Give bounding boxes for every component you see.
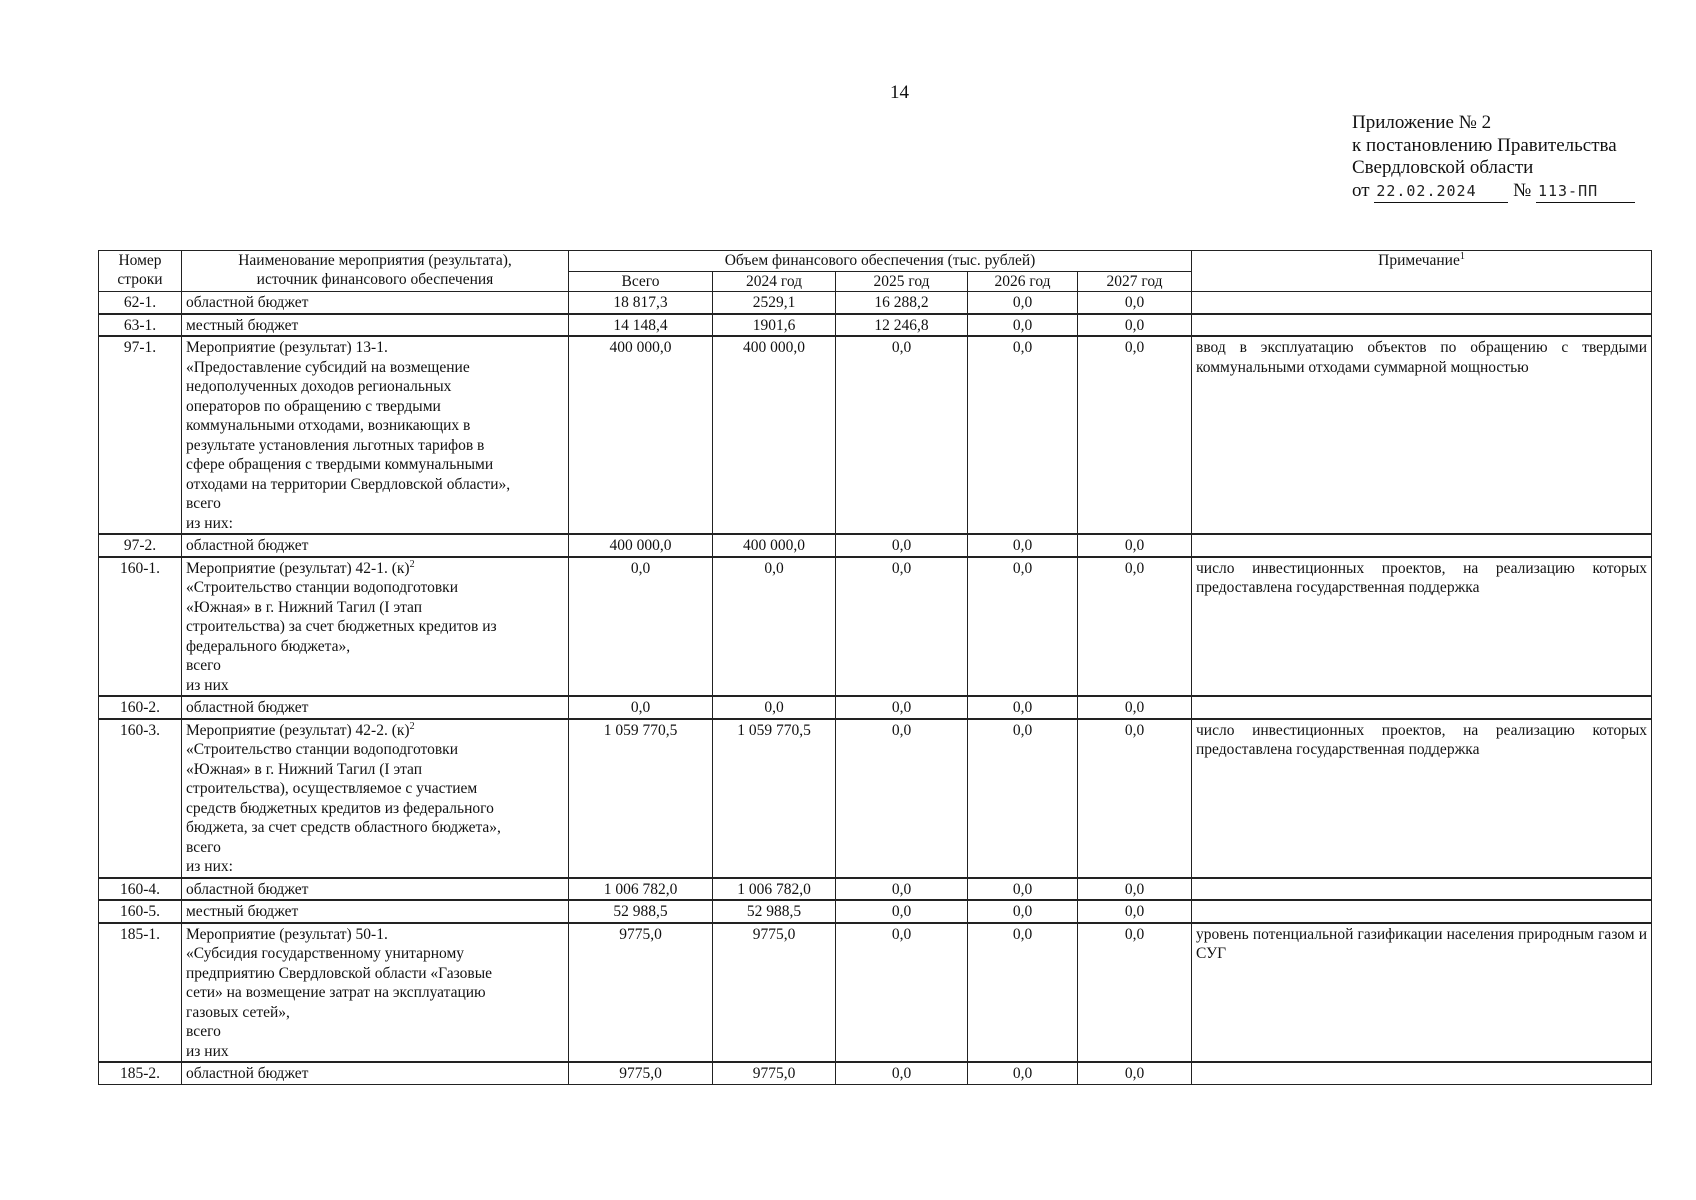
- row-name-line: [186, 494, 564, 514]
- header-row-number: [99, 251, 182, 292]
- value-2027-cell: 0,0: [1078, 719, 1192, 878]
- header-note: [1192, 251, 1652, 292]
- value-2026-cell: 0,0: [968, 696, 1078, 719]
- table-row: [99, 923, 1652, 1063]
- row-name-cell: [182, 923, 569, 1063]
- value-2024-cell: 400 000,0: [713, 336, 836, 534]
- row-name-text: местный бюджет: [186, 316, 299, 334]
- value-total-cell: 9775,0: [569, 1062, 713, 1084]
- header-name: [182, 251, 569, 292]
- row-number-cell: 97-2.: [99, 534, 182, 557]
- value-total-cell: 9775,0: [569, 923, 713, 1063]
- row-name-line: [186, 838, 564, 858]
- row-name-line: [186, 397, 564, 417]
- value-2024-cell: 2529,1: [713, 292, 836, 314]
- row-number-cell: 185-2.: [99, 1062, 182, 1084]
- row-name-text: Мероприятие (результат) 42-2. (к): [186, 721, 410, 739]
- table-row: [99, 557, 1652, 697]
- row-name-text: из них: [186, 676, 229, 694]
- value-2027-cell: 0,0: [1078, 557, 1192, 697]
- row-name-line: [186, 944, 564, 964]
- row-name-text: областной бюджет: [186, 699, 309, 716]
- table-row: [99, 719, 1652, 878]
- row-name-cell: [182, 900, 569, 923]
- row-name-line: [186, 316, 564, 336]
- row-name-text: областной бюджет: [186, 537, 309, 554]
- row-name-line: [186, 656, 564, 676]
- row-note-cell: [1192, 900, 1652, 923]
- row-name-line: [186, 358, 564, 378]
- value-2026-cell: 0,0: [968, 314, 1078, 337]
- row-note-cell: число инвестиционных проектов, на реализацию которых предоставлена государственная поддержка: [1192, 719, 1652, 878]
- row-name-line: [186, 818, 564, 838]
- row-name-text: всего: [186, 1023, 221, 1040]
- value-2025-cell: 16 288,2: [836, 292, 968, 314]
- row-name-text: коммунальными отходами, возникающих в: [186, 417, 471, 434]
- header-row-number-line1: Номер: [118, 252, 162, 269]
- row-note-cell: [1192, 314, 1652, 337]
- row-name-text: сети» на возмещение затрат на эксплуатацию: [186, 984, 486, 1001]
- value-2026-cell: 0,0: [968, 923, 1078, 1063]
- row-name-cell: [182, 1062, 569, 1084]
- row-name-cell: [182, 719, 569, 878]
- row-name-line: [186, 698, 564, 718]
- header-note-footnote: 1: [1459, 250, 1465, 262]
- appendix-number-label: №: [1513, 179, 1532, 201]
- value-2027-cell: 0,0: [1078, 292, 1192, 314]
- value-total-cell: 18 817,3: [569, 292, 713, 314]
- row-name-cell: [182, 534, 569, 557]
- table-row: [99, 314, 1652, 337]
- value-total-cell: 400 000,0: [569, 534, 713, 557]
- row-number-cell: 160-3.: [99, 719, 182, 878]
- row-name-text: средств бюджетных кредитов из федерального: [186, 799, 494, 817]
- row-name-text: операторов по обращению с твердыми: [186, 397, 441, 415]
- table-row: [99, 534, 1652, 557]
- row-name-text: «Строительство станции водоподготовки: [186, 579, 458, 596]
- row-name-line: [186, 416, 564, 436]
- value-2025-cell: 12 246,8: [836, 314, 968, 337]
- value-2027-cell: 0,0: [1078, 336, 1192, 534]
- header-note-label: Примечание: [1378, 252, 1460, 269]
- row-number-cell: 185-1.: [99, 923, 182, 1063]
- row-name-line: [186, 740, 564, 760]
- row-name-text: Мероприятие (результат) 42-1. (к): [186, 559, 410, 577]
- value-2027-cell: 0,0: [1078, 314, 1192, 337]
- row-name-footnote: 2: [409, 720, 415, 732]
- row-note-cell: уровень потенциальной газификации населения природным газом и СУГ: [1192, 923, 1652, 1063]
- row-name-text: «Южная» в г. Нижний Тагил (I этап: [186, 760, 423, 778]
- row-name-text: бюджета, за счет средств областного бюджета»,: [186, 819, 501, 836]
- table-row: [99, 1062, 1652, 1084]
- row-name-text: сфере обращения с твердыми коммунальными: [186, 456, 494, 473]
- row-name-text: областной бюджет: [186, 294, 309, 311]
- row-name-line: [186, 902, 564, 922]
- row-name-text: «Строительство станции водоподготовки: [186, 741, 458, 758]
- row-name-cell: [182, 336, 569, 534]
- value-2024-cell: 400 000,0: [713, 534, 836, 557]
- header-2024: 2024 год: [713, 271, 836, 292]
- row-name-line: [186, 676, 564, 696]
- row-name-line: [186, 799, 564, 819]
- row-name-line: [186, 760, 564, 780]
- value-2027-cell: 0,0: [1078, 878, 1192, 901]
- row-name-text: отходами на территории Свердловской области»,: [186, 475, 511, 493]
- header-2025: 2025 год: [836, 271, 968, 292]
- row-name-line: [186, 598, 564, 618]
- row-name-line: [186, 1022, 564, 1042]
- value-2027-cell: 0,0: [1078, 900, 1192, 923]
- table-row: [99, 900, 1652, 923]
- row-name-text: местный бюджет: [186, 903, 299, 920]
- value-2024-cell: 52 988,5: [713, 900, 836, 923]
- row-number-cell: 160-1.: [99, 557, 182, 697]
- row-number-cell: 62-1.: [99, 292, 182, 314]
- appendix-title: Приложение № 2: [1352, 112, 1492, 133]
- row-name-text: всего: [186, 838, 221, 856]
- row-name-line: [186, 514, 564, 534]
- value-2027-cell: 0,0: [1078, 923, 1192, 1063]
- page-number: 14: [890, 82, 909, 103]
- row-name-line: [186, 617, 564, 637]
- row-name-footnote: 2: [409, 558, 415, 570]
- row-note-cell: [1192, 292, 1652, 314]
- value-2026-cell: 0,0: [968, 534, 1078, 557]
- row-note-cell: ввод в эксплуатацию объектов по обращению с твердыми коммунальными отходами суммарной мощностью: [1192, 336, 1652, 534]
- value-2025-cell: 0,0: [836, 878, 968, 901]
- row-name-cell: [182, 696, 569, 719]
- row-number-cell: 160-4.: [99, 878, 182, 901]
- row-name-line: [186, 455, 564, 475]
- row-name-line: [186, 338, 564, 358]
- value-total-cell: 0,0: [569, 696, 713, 719]
- header-2027: 2027 год: [1078, 271, 1192, 292]
- value-2024-cell: 1901,6: [713, 314, 836, 337]
- header-2026: 2026 год: [968, 271, 1078, 292]
- row-name-text: из них:: [186, 858, 233, 875]
- value-2024-cell: 1 006 782,0: [713, 878, 836, 901]
- value-total-cell: 1 006 782,0: [569, 878, 713, 901]
- value-2026-cell: 0,0: [968, 1062, 1078, 1084]
- row-number-cell: 97-1.: [99, 336, 182, 534]
- row-name-line: [186, 964, 564, 984]
- header-total: Всего: [569, 271, 713, 292]
- table-row: [99, 292, 1652, 314]
- row-name-line: [186, 779, 564, 799]
- row-number-cell: 160-5.: [99, 900, 182, 923]
- value-total-cell: 52 988,5: [569, 900, 713, 923]
- row-number-cell: 160-2.: [99, 696, 182, 719]
- row-name-line: [186, 436, 564, 456]
- value-2027-cell: 0,0: [1078, 696, 1192, 719]
- value-total-cell: 400 000,0: [569, 336, 713, 534]
- row-note-cell: [1192, 878, 1652, 901]
- row-name-text: из них: [186, 1042, 229, 1060]
- row-name-text: всего: [186, 495, 221, 512]
- value-2026-cell: 0,0: [968, 719, 1078, 878]
- row-name-line: [186, 925, 564, 945]
- table-row: [99, 878, 1652, 901]
- row-name-text: «Субсидия государственному унитарному: [186, 945, 465, 962]
- financing-table: [98, 250, 1652, 1085]
- value-2025-cell: 0,0: [836, 696, 968, 719]
- row-name-text: федерального бюджета»,: [186, 637, 351, 655]
- value-2027-cell: 0,0: [1078, 534, 1192, 557]
- row-name-line: [186, 721, 564, 741]
- table-header: [99, 251, 1652, 292]
- row-note-cell: [1192, 1062, 1652, 1084]
- value-2024-cell: 1 059 770,5: [713, 719, 836, 878]
- appendix-date-line: [1352, 180, 1635, 204]
- row-name-text: строительства) за счет бюджетных кредитов из: [186, 618, 497, 635]
- row-note-cell: [1192, 696, 1652, 719]
- table-body: [99, 292, 1652, 1085]
- row-name-cell: [182, 314, 569, 337]
- row-name-text: всего: [186, 657, 221, 674]
- value-2026-cell: 0,0: [968, 878, 1078, 901]
- table-row: [99, 696, 1652, 719]
- value-2027-cell: 0,0: [1078, 1062, 1192, 1084]
- row-name-line: [186, 880, 564, 900]
- value-2026-cell: 0,0: [968, 557, 1078, 697]
- row-name-cell: [182, 292, 569, 314]
- row-note-cell: число инвестиционных проектов, на реализацию которых предоставлена государственная поддержка: [1192, 557, 1652, 697]
- value-2025-cell: 0,0: [836, 719, 968, 878]
- value-total-cell: 0,0: [569, 557, 713, 697]
- row-name-line: [186, 536, 564, 556]
- value-2025-cell: 0,0: [836, 1062, 968, 1084]
- row-name-line: [186, 1042, 564, 1062]
- value-2025-cell: 0,0: [836, 923, 968, 1063]
- row-name-line: [186, 1064, 564, 1084]
- header-name-line2: источник финансового обеспечения: [256, 270, 494, 288]
- row-name-text: Мероприятие (результат) 13-1.: [186, 339, 388, 356]
- row-name-line: [186, 293, 564, 313]
- row-name-line: [186, 475, 564, 495]
- header-row-number-line2: строки: [117, 270, 163, 288]
- row-note-cell: [1192, 534, 1652, 557]
- value-total-cell: 1 059 770,5: [569, 719, 713, 878]
- row-name-text: газовых сетей»,: [186, 1003, 290, 1021]
- row-name-line: [186, 559, 564, 579]
- row-name-text: из них:: [186, 514, 233, 532]
- row-name-line: [186, 637, 564, 657]
- value-2026-cell: 0,0: [968, 336, 1078, 534]
- row-name-line: [186, 983, 564, 1003]
- appendix-number: 113-ПП: [1536, 180, 1635, 204]
- appendix-region: Свердловской области: [1352, 157, 1534, 178]
- row-name-line: [186, 857, 564, 877]
- row-name-line: [186, 377, 564, 397]
- value-2025-cell: 0,0: [836, 336, 968, 534]
- appendix-date: 22.02.2024: [1374, 180, 1508, 204]
- row-name-text: Мероприятие (результат) 50-1.: [186, 925, 388, 943]
- row-name-text: недополученных доходов региональных: [186, 378, 452, 395]
- row-name-line: [186, 578, 564, 598]
- row-name-text: предприятию Свердловской области «Газовые: [186, 964, 493, 982]
- value-2025-cell: 0,0: [836, 557, 968, 697]
- header-name-line1: Наименование мероприятия (результата),: [238, 252, 512, 269]
- appendix-block: [1352, 112, 1635, 203]
- row-name-text: результате установления льготных тарифов в: [186, 436, 485, 454]
- row-name-text: «Предоставление субсидий на возмещение: [186, 358, 470, 376]
- value-2025-cell: 0,0: [836, 534, 968, 557]
- row-name-cell: [182, 557, 569, 697]
- appendix-from-label: от: [1352, 179, 1370, 201]
- row-name-text: «Южная» в г. Нижний Тагил (I этап: [186, 598, 423, 616]
- row-name-cell: [182, 878, 569, 901]
- header-volume: Объем финансового обеспечения (тыс. рублей): [569, 251, 1192, 272]
- table-row: [99, 336, 1652, 534]
- value-2024-cell: 9775,0: [713, 1062, 836, 1084]
- value-2024-cell: 0,0: [713, 696, 836, 719]
- value-2026-cell: 0,0: [968, 900, 1078, 923]
- value-2025-cell: 0,0: [836, 900, 968, 923]
- row-name-text: областной бюджет: [186, 880, 309, 898]
- row-name-line: [186, 1003, 564, 1023]
- value-total-cell: 14 148,4: [569, 314, 713, 337]
- row-name-text: строительства), осуществляемое с участием: [186, 780, 478, 797]
- row-name-text: областной бюджет: [186, 1065, 309, 1082]
- value-2024-cell: 0,0: [713, 557, 836, 697]
- row-number-cell: 63-1.: [99, 314, 182, 337]
- appendix-resolution: к постановлению Правительства: [1352, 134, 1617, 156]
- value-2026-cell: 0,0: [968, 292, 1078, 314]
- value-2024-cell: 9775,0: [713, 923, 836, 1063]
